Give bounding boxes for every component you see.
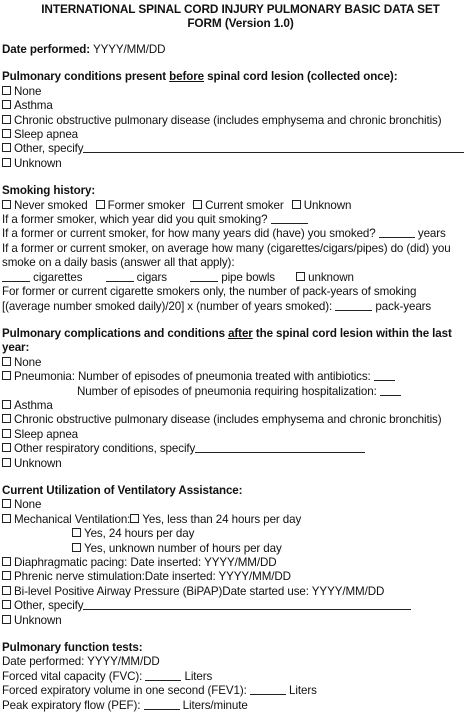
cigars-label: cigars [136, 270, 167, 284]
checkbox[interactable] [2, 400, 11, 409]
pneumonia-hosp-blank[interactable] [380, 385, 401, 396]
mech-unknown-label: Yes, unknown number of hours per day [84, 541, 282, 555]
vent-diaphragm-option[interactable] [2, 556, 475, 570]
vent-mechanical-option[interactable] [2, 513, 475, 527]
pneumonia-hospitalization-row [2, 385, 475, 399]
date-performed-value[interactable]: YYYY/MM/DD [92, 43, 166, 56]
pre-heading-text: Pulmonary conditions present [2, 70, 170, 84]
option-label: Other, specify [14, 599, 84, 613]
checkbox[interactable] [292, 200, 301, 209]
specify-blank[interactable] [195, 442, 365, 453]
function-tests-heading: Pulmonary function tests: [2, 641, 143, 655]
pre-none-option[interactable] [2, 85, 475, 99]
specify-blank[interactable] [83, 599, 411, 610]
years-smoked-row [2, 227, 475, 241]
mech-24-option[interactable] [2, 527, 475, 541]
option-label: Mechanical Ventilation: [14, 512, 131, 526]
daily-amount-question-2: smoke on a daily basis (answer all that apply): [2, 256, 235, 270]
checkbox[interactable] [2, 458, 11, 467]
pre-conditions-heading [2, 70, 475, 84]
pef-blank[interactable] [144, 699, 180, 710]
pipe-bowls-label: pipe bowls [221, 270, 276, 284]
fvc-blank[interactable] [145, 670, 181, 681]
post-other-option[interactable] [2, 442, 475, 456]
quit-year-question: If a former smoker, which year did you quit smoking? [2, 213, 268, 227]
post-complications-heading [2, 327, 475, 341]
option-label: Sleep apnea [14, 128, 79, 142]
date-performed-row [2, 43, 475, 57]
pneumonia-antibiotics-blank[interactable] [374, 370, 395, 381]
post-heading-after: after [228, 326, 253, 340]
pack-years-unit: pack-years [375, 299, 432, 313]
option-label: Sleep apnea [14, 427, 79, 441]
former-smoker-label: Former smoker [107, 198, 185, 212]
pre-heading-text-2: spinal cord lesion (collected once): [204, 70, 398, 84]
pef-row [2, 699, 475, 713]
checkbox[interactable] [2, 100, 11, 109]
checkbox[interactable] [2, 571, 11, 580]
checkbox[interactable] [296, 272, 305, 281]
vent-other-option[interactable] [2, 599, 475, 613]
smoking-heading: Smoking history: [2, 184, 96, 198]
checkbox[interactable] [2, 86, 11, 95]
checkbox[interactable] [96, 200, 105, 209]
post-unknown-option[interactable] [2, 457, 475, 471]
smoking-unknown-label: Unknown [303, 198, 352, 212]
checkbox[interactable] [2, 586, 11, 595]
cigarettes-blank[interactable] [2, 271, 30, 282]
function-tests-date: Date performed: YYYY/MM/DD [2, 655, 160, 669]
option-label: Phrenic nerve stimulation:Date inserted: YYYY/MM/DD [14, 570, 291, 584]
amount-unknown-label: unknown [308, 270, 354, 284]
pack-years-question-1: For former or current cigarette smokers only, the number of pack-years of smoking [2, 285, 417, 299]
mech-lt24-label: Yes, less than 24 hours per day [142, 512, 302, 526]
pneumonia-hosp-label: Number of episodes of pneumonia requiring hospitalization: [77, 384, 377, 398]
ventilatory-heading: Current Utilization of Ventilatory Assistance: [2, 483, 243, 497]
vent-none-option[interactable] [2, 498, 475, 512]
quit-year-blank[interactable] [271, 213, 308, 224]
vent-unknown-option[interactable] [2, 614, 475, 628]
pre-other-option[interactable] [2, 142, 475, 156]
mech-24-label: Yes, 24 hours per day [84, 527, 195, 541]
option-label: Chronic obstructive pulmonary disease (includes emphysema and chronic bronchitis) [14, 113, 442, 127]
post-heading-text: Pulmonary complications and conditions [2, 326, 229, 340]
checkbox[interactable] [2, 200, 11, 209]
pack-years-blank[interactable] [335, 300, 372, 311]
option-label: Other respiratory conditions, specify [14, 442, 196, 456]
post-asthma-option[interactable] [2, 399, 475, 413]
checkbox[interactable] [2, 158, 11, 167]
specify-blank[interactable] [83, 142, 464, 153]
checkbox[interactable] [193, 200, 202, 209]
pack-years-formula: [(average number smoked daily)/20] x (number of years smoked): [2, 299, 333, 313]
fev1-row [2, 684, 475, 698]
fev1-blank[interactable] [250, 684, 286, 695]
pre-unknown-option[interactable] [2, 157, 475, 171]
post-complications-heading-2: year: [2, 341, 30, 355]
vent-bipap-option[interactable] [2, 585, 475, 599]
fev1-unit: Liters [289, 684, 317, 698]
pef-unit: Liters/minute [182, 698, 248, 712]
option-label: Unknown [14, 456, 62, 470]
option-label: None [14, 355, 42, 369]
form-title-line1: INTERNATIONAL SPINAL CORD INJURY PULMONARY BASIC DATA SET [41, 2, 440, 16]
years-smoked-question: If a former or current smoker, for how many years did (have) you smoked? [2, 227, 376, 241]
checkbox[interactable] [2, 615, 11, 624]
daily-amount-question-1: If a former or current smoker, on average how many (cigarettes/cigars/pipes) do (did) you [2, 241, 451, 255]
option-label: Chronic obstructive pulmonary disease (includes emphysema and chronic bronchitis) [14, 413, 442, 427]
checkbox[interactable] [2, 499, 11, 508]
checkbox[interactable] [2, 143, 11, 152]
checkbox[interactable] [2, 557, 11, 566]
cigarettes-label: cigarettes [33, 270, 83, 284]
form-title-line2: FORM (Version 1.0) [187, 16, 294, 30]
checkbox[interactable] [72, 543, 81, 552]
smoking-status-row [2, 199, 475, 213]
option-label: Unknown [14, 613, 62, 627]
never-smoked-label: Never smoked [14, 198, 88, 212]
pre-sleep-apnea-option[interactable] [2, 128, 475, 142]
checkbox[interactable] [2, 115, 11, 124]
date-performed-label: Date performed: [2, 43, 91, 56]
quit-year-row [2, 213, 475, 227]
checkbox[interactable] [2, 357, 11, 366]
option-label: Bi-level Positive Airway Pressure (BiPAP)Date started use: YYYY/MM/DD [14, 584, 385, 598]
option-label: Unknown [14, 156, 62, 170]
option-label: Other, specify [14, 142, 84, 156]
pre-asthma-option[interactable] [2, 99, 475, 113]
pack-years-row [2, 300, 475, 314]
fvc-label: Forced vital capacity (FVC): [2, 669, 143, 683]
fvc-unit: Liters [184, 669, 213, 683]
option-label: None [14, 498, 42, 512]
pipe-bowls-blank[interactable] [190, 271, 218, 282]
option-label: Asthma [14, 99, 53, 113]
checkbox[interactable] [2, 129, 11, 138]
option-label: Diaphragmatic pacing: Date inserted: YYYY/MM/DD [14, 556, 277, 569]
checkbox[interactable] [2, 514, 11, 523]
current-smoker-label: Current smoker [205, 198, 284, 212]
daily-amount-row [2, 271, 475, 285]
form-title [6, 2, 475, 30]
checkbox[interactable] [130, 514, 139, 523]
checkbox[interactable] [72, 528, 81, 537]
checkbox[interactable] [2, 443, 11, 452]
post-copd-option[interactable] [2, 413, 475, 427]
pre-copd-option[interactable] [2, 114, 475, 128]
cigars-blank[interactable] [106, 271, 134, 282]
vent-phrenic-option[interactable] [2, 570, 475, 584]
pef-label: Peak expiratory flow (PEF): [2, 698, 141, 712]
mech-unknown-option[interactable] [2, 542, 475, 556]
post-pneumonia-option[interactable] [2, 370, 475, 384]
checkbox[interactable] [2, 600, 11, 609]
post-none-option[interactable] [2, 356, 475, 370]
post-sleep-apnea-option[interactable] [2, 428, 475, 442]
years-smoked-blank[interactable] [379, 227, 415, 238]
option-label: Asthma [14, 398, 53, 412]
checkbox[interactable] [2, 429, 11, 438]
pre-heading-before: before [169, 70, 205, 84]
checkbox[interactable] [2, 414, 11, 423]
post-heading-text-2: the spinal cord lesion within the last [252, 326, 452, 340]
fvc-row [2, 670, 475, 684]
option-label: Pneumonia: Number of episodes of pneumonia treated with antibiotics: [14, 370, 371, 384]
option-label: None [14, 84, 42, 98]
checkbox[interactable] [2, 371, 11, 380]
fev1-label: Forced expiratory volume in one second (FEV1): [2, 684, 247, 698]
years-unit: years [417, 227, 446, 241]
